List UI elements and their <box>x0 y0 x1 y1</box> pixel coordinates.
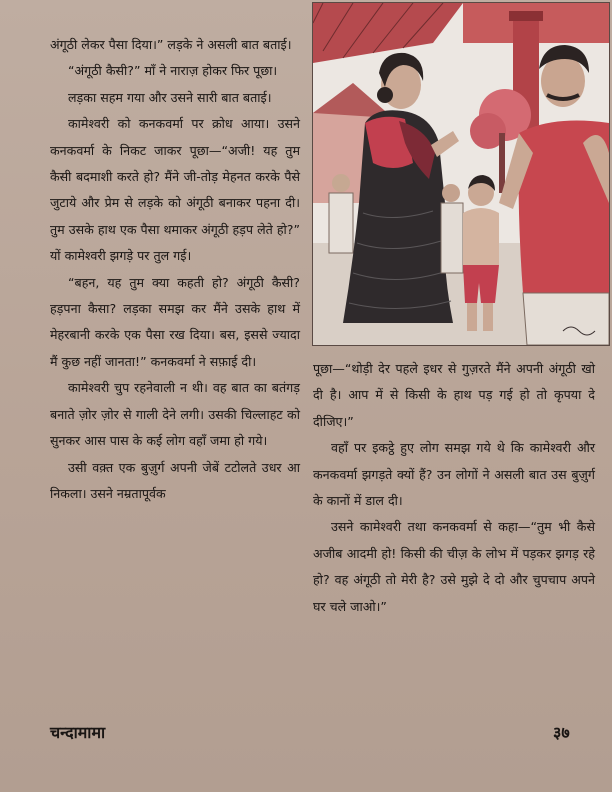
illustration-drawing <box>313 3 609 345</box>
paragraph: कामेश्वरी को कनकवर्मा पर क्रोध आया। उसने कनकवर्मा के निकट जाकर पूछा—“अजी! यह तुम कैसी बदमाशी करते हो? मैंने जी-तोड़ मेहनत करके पैसे जुटाये और प्रेम से लड़के को अंगूठी बनाकर पहना दी। तुम उसके हाथ एक पैसा थमाकर अंगूठी हड़प लेते हो?” यों कामेश्वरी झगड़े पर तुल गई। <box>50 116 300 264</box>
story-column-left <box>50 32 300 507</box>
paragraph: लड़का सहम गया और उसने सारी बात बताई। <box>68 89 272 105</box>
page-number: ३७ <box>553 723 570 742</box>
paragraph: कामेश्वरी चुप रहनेवाली न थी। वह बात का बतंगड़ बनाते ज़ोर ज़ोर से गाली देने लगी। उसकी चिल्लाहट को सुनकर आस पास के कई लोग वहाँ जमा हो गये। <box>50 380 300 449</box>
paragraph: पूछा—“थोड़ी देर पहले इधर से गुज़रते मैंने अपनी अंगूठी खो दी है। आप में से किसी के हाथ पड़ गई हो तो कृपया दे दीजिए।” <box>313 361 595 429</box>
paragraph: उसी वक़्त एक बुज़ुर्ग अपनी जेबें टटोलते उधर आ निकला। उसने नम्रतापूर्वक <box>50 459 300 501</box>
paragraph: “अंगूठी कैसी?” माँ ने नाराज़ होकर फिर पूछा। <box>68 63 278 79</box>
paragraph: वहाँ पर इकट्ठे हुए लोग समझ गये थे कि कामेश्वरी और कनकवर्मा झगड़ते क्यों हैं? उन लोगों ने असली बात उस बुज़ुर्ग के कानों में डाल दी। <box>313 440 595 509</box>
paragraph: “बहन, यह तुम क्या कहती हो? अंगूठी कैसी? हड़पना कैसा? लड़का समझ कर मैंने उसके हाथ में मेहरबानी करके एक पैसा रख दिया। बस, इससे ज्यादा मैं कुछ नहीं जानता!” कनकवर्मा ने सफ़ाई दी। <box>50 274 300 369</box>
story-column-right <box>313 356 595 620</box>
paragraph: अंगूठी लेकर पैसा दिया।” लड़के ने असली बात बताई। <box>50 37 292 52</box>
magazine-name: चन्दामामा <box>50 723 106 742</box>
paragraph: उसने कामेश्वरी तथा कनकवर्मा से कहा—“तुम भी कैसे अजीब आदमी हो! किसी की चीज़ के लोभ में पड़कर झगड़ रहे हो? वह अंगूठी तो मेरी है? उसे मुझे दे दो और चुपचाप अपने घर चले जाओ।” <box>313 519 595 614</box>
story-illustration <box>312 2 610 346</box>
